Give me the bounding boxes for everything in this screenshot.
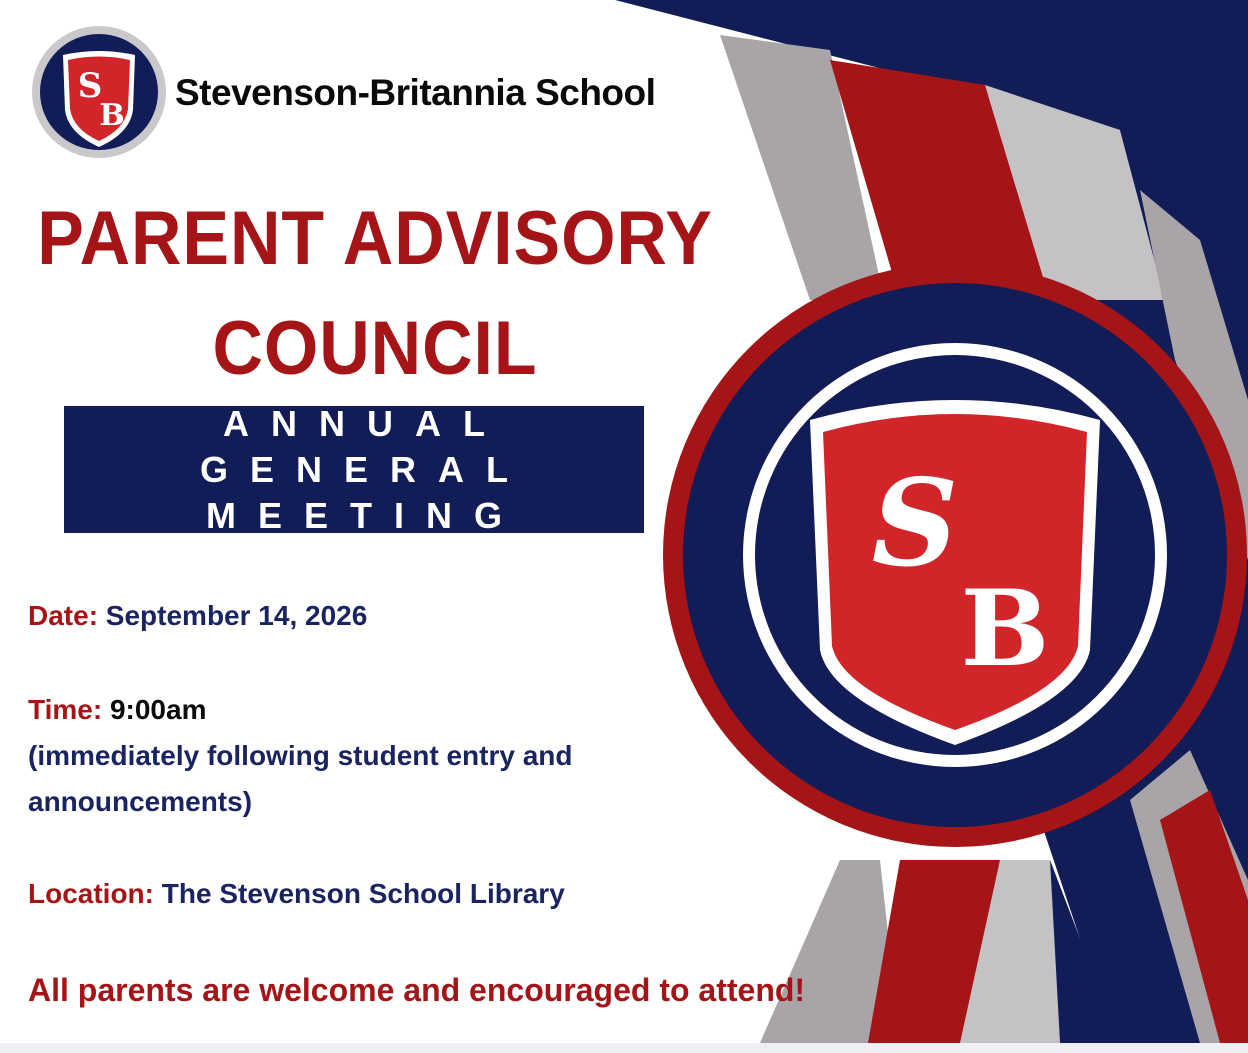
time-row xyxy=(28,694,206,726)
date-label: Date: xyxy=(28,600,99,631)
crest-letter-s: S xyxy=(77,66,103,106)
meeting-type-line-2: MEETING xyxy=(205,494,524,536)
location-label: Location: xyxy=(28,878,154,909)
school-name: Stevenson-Britannia School xyxy=(175,72,656,113)
meeting-type-line-1: ANNUAL GENERAL xyxy=(199,402,530,490)
location-row xyxy=(28,878,565,910)
school-seal-icon xyxy=(660,260,1248,850)
seal-letter-b: B xyxy=(960,566,1050,690)
welcome-message: All parents are welcome and encouraged to attend! xyxy=(28,972,806,1008)
school-crest-icon xyxy=(30,25,168,160)
seal-letter-s: S xyxy=(871,453,959,594)
date-row xyxy=(28,600,367,632)
page-title-line-2: COUNCIL xyxy=(212,306,538,391)
location-value: The Stevenson School Library xyxy=(161,878,565,909)
crest-letter-b: B xyxy=(99,98,125,133)
date-value: September 14, 2026 xyxy=(105,600,368,631)
time-note-line-2: announcements) xyxy=(28,786,253,817)
time-note-line-1: (immediately following student entry and xyxy=(28,740,573,771)
time-value: 9:00am xyxy=(109,694,207,725)
time-label: Time: xyxy=(28,694,103,725)
meeting-type-banner xyxy=(64,402,644,536)
page-title-line-1: PARENT ADVISORY xyxy=(37,196,713,281)
bottom-strip xyxy=(0,1043,1248,1053)
